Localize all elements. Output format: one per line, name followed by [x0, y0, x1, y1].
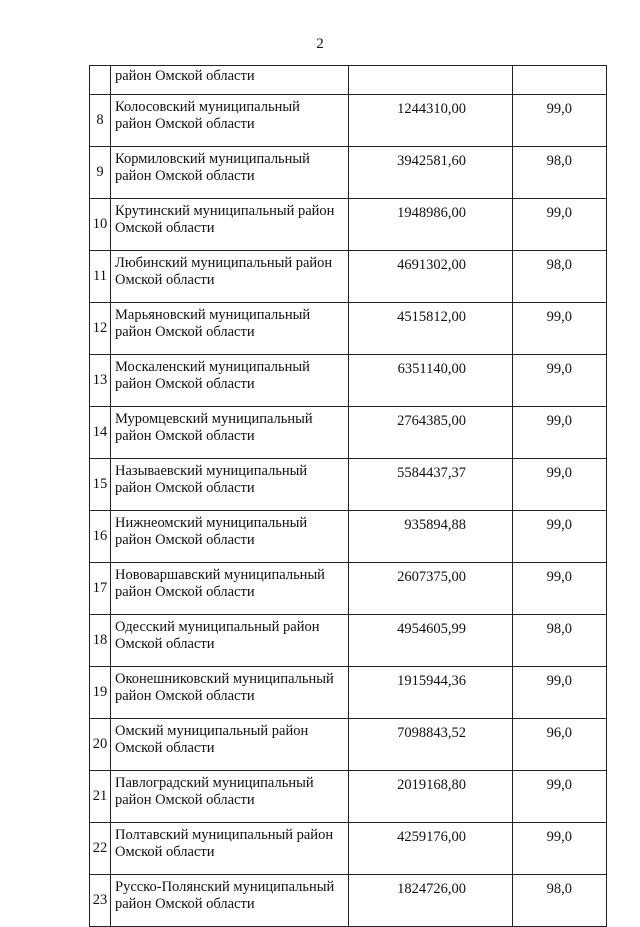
amount-cell: 4954605,99: [349, 615, 513, 667]
percent-cell: 98,0: [513, 875, 607, 927]
table-row: [90, 875, 607, 927]
amount-cell: 6351140,00: [349, 355, 513, 407]
district-name-line: Омской области: [115, 740, 215, 756]
table-row: [90, 95, 607, 147]
district-name-cell: [111, 95, 349, 147]
district-name-cell: [111, 563, 349, 615]
table-row: [90, 719, 607, 771]
amount-cell: 7098843,52: [349, 719, 513, 771]
row-number-cell: 9: [90, 147, 111, 199]
district-name-line: район Омской области: [115, 376, 255, 392]
district-name-line: район Омской области: [115, 68, 255, 84]
district-name-cell: [111, 147, 349, 199]
row-number-cell: 20: [90, 719, 111, 771]
district-name-line: Омской области: [115, 220, 215, 236]
district-name-line: район Омской области: [115, 532, 255, 548]
amount-cell: 1948986,00: [349, 199, 513, 251]
district-name-line: Колосовский муниципальный: [115, 99, 300, 115]
table-row: [90, 355, 607, 407]
district-name-cell: [111, 823, 349, 875]
district-name-line: район Омской области: [115, 480, 255, 496]
district-name-cell: [111, 875, 349, 927]
district-name-line: район Омской области: [115, 168, 255, 184]
continuation-row: [90, 66, 607, 95]
amount-cell: 3942581,60: [349, 147, 513, 199]
district-name-line: Оконешниковский муниципальный: [115, 671, 334, 687]
percent-cell: 98,0: [513, 147, 607, 199]
amount-cell: 1915944,36: [349, 667, 513, 719]
table-row: [90, 459, 607, 511]
amount-cell: 4691302,00: [349, 251, 513, 303]
table-row: [90, 667, 607, 719]
row-number-cell: 17: [90, 563, 111, 615]
percent-cell: 99,0: [513, 511, 607, 563]
row-number-cell: 21: [90, 771, 111, 823]
table-row: [90, 511, 607, 563]
district-name-cell: [111, 407, 349, 459]
district-name-line: Омской области: [115, 844, 215, 860]
district-name-cell: [111, 667, 349, 719]
district-name-line: Называевский муниципальный: [115, 463, 308, 479]
table-body: [90, 66, 607, 927]
percent-cell: 96,0: [513, 719, 607, 771]
table-row: [90, 251, 607, 303]
district-name-cell: [111, 615, 349, 667]
district-name-line: Любинский муниципальный район: [115, 255, 333, 271]
district-name-line: район Омской области: [115, 324, 255, 340]
row-number-cell: 15: [90, 459, 111, 511]
amount-cell: 4515812,00: [349, 303, 513, 355]
amount-cell: 2607375,00: [349, 563, 513, 615]
district-name-line: Одесский муниципальный район: [115, 619, 320, 635]
district-name-line: Муромцевский муниципальный: [115, 411, 313, 427]
amount-cell: 935894,88: [349, 511, 513, 563]
district-name-cell: [111, 719, 349, 771]
district-name-line: Кормиловский муниципальный: [115, 151, 310, 167]
table-row: [90, 823, 607, 875]
row-number-cell: 22: [90, 823, 111, 875]
district-name-line: Омский муниципальный район: [115, 723, 309, 739]
district-name-line: район Омской области: [115, 428, 255, 444]
table-row: [90, 199, 607, 251]
percent-cell: 99,0: [513, 303, 607, 355]
district-name-cell: [111, 459, 349, 511]
district-name-cell: [111, 511, 349, 563]
district-name-cell: [111, 251, 349, 303]
district-name-cell: [111, 199, 349, 251]
district-name-line: Нововаршавский муниципальный: [115, 567, 325, 583]
amount-cell: 4259176,00: [349, 823, 513, 875]
row-number-cell: 19: [90, 667, 111, 719]
percent-cell: 99,0: [513, 771, 607, 823]
district-name-line: Марьяновский муниципальный: [115, 307, 311, 323]
amount-cell: 2764385,00: [349, 407, 513, 459]
percent-cell: 99,0: [513, 407, 607, 459]
percent-cell: [513, 66, 607, 95]
district-name-line: Крутинский муниципальный район: [115, 203, 335, 219]
table-row: [90, 303, 607, 355]
row-number-cell: 13: [90, 355, 111, 407]
table-row: [90, 407, 607, 459]
district-name-line: Москаленский муниципальный: [115, 359, 310, 375]
percent-cell: 99,0: [513, 355, 607, 407]
percent-cell: 99,0: [513, 95, 607, 147]
district-name-line: район Омской области: [115, 116, 255, 132]
amount-cell: 1244310,00: [349, 95, 513, 147]
district-name-line: Нижнеомский муниципальный: [115, 515, 308, 531]
district-name-line: Павлоградский муниципальный: [115, 775, 314, 791]
percent-cell: 98,0: [513, 615, 607, 667]
district-name-line: Русско-Полянский муниципальный: [115, 879, 335, 895]
amount-cell: 1824726,00: [349, 875, 513, 927]
percent-cell: 99,0: [513, 823, 607, 875]
row-number-cell: 11: [90, 251, 111, 303]
row-number-cell: 23: [90, 875, 111, 927]
table-row: [90, 563, 607, 615]
district-name-line: район Омской области: [115, 896, 255, 912]
district-name-line: Омской области: [115, 272, 215, 288]
percent-cell: 99,0: [513, 563, 607, 615]
row-number-cell: 16: [90, 511, 111, 563]
district-name-cell: [111, 771, 349, 823]
district-name-line: район Омской области: [115, 792, 255, 808]
district-name-cell: [111, 66, 349, 95]
municipal-districts-table: [89, 65, 607, 927]
district-name-line: район Омской области: [115, 584, 255, 600]
row-number-cell: 18: [90, 615, 111, 667]
district-name-line: Полтавский муниципальный район: [115, 827, 334, 843]
amount-cell: 2019168,80: [349, 771, 513, 823]
amount-cell: 5584437,37: [349, 459, 513, 511]
district-name-line: район Омской области: [115, 688, 255, 704]
row-number-cell: 10: [90, 199, 111, 251]
percent-cell: 99,0: [513, 459, 607, 511]
row-number-cell: [90, 66, 111, 95]
page-number: 2: [316, 36, 324, 52]
row-number-cell: 14: [90, 407, 111, 459]
table-row: [90, 771, 607, 823]
row-number-cell: 12: [90, 303, 111, 355]
row-number-cell: 8: [90, 95, 111, 147]
table-row: [90, 147, 607, 199]
amount-cell: [349, 66, 513, 95]
district-name-cell: [111, 355, 349, 407]
table-row: [90, 615, 607, 667]
percent-cell: 98,0: [513, 251, 607, 303]
percent-cell: 99,0: [513, 667, 607, 719]
district-name-cell: [111, 303, 349, 355]
district-name-line: Омской области: [115, 636, 215, 652]
percent-cell: 99,0: [513, 199, 607, 251]
